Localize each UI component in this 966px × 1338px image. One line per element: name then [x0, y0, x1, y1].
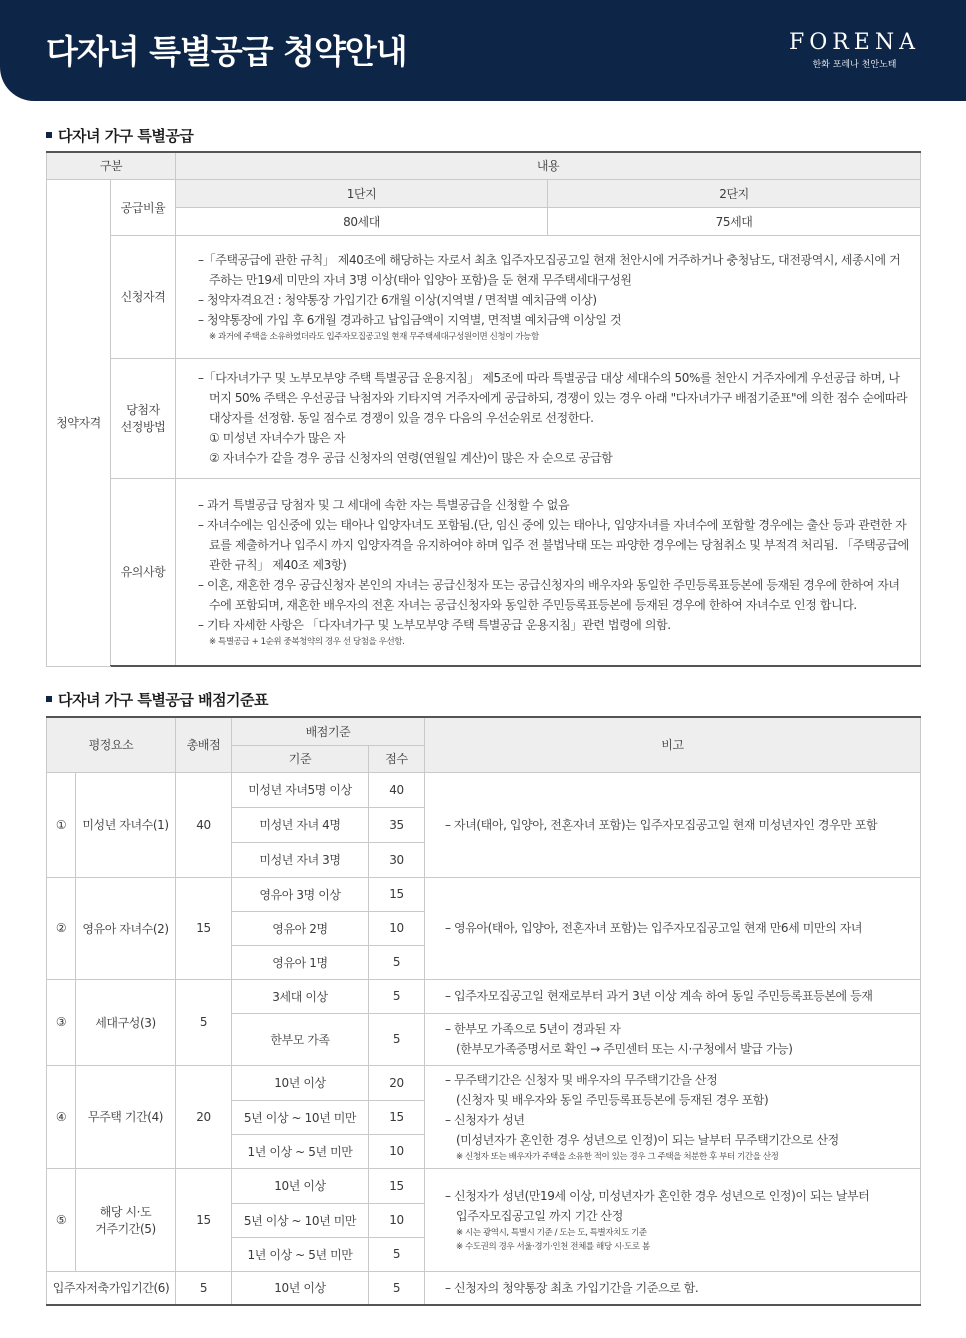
head-criteria: 배점기준	[232, 717, 425, 745]
score-cell: 15	[369, 877, 425, 911]
remark-note: ※ 신청자 또는 배우자가 주택을 소유한 적이 있는 경우 그 주택을 처분한 후 부터 기간을 산정	[456, 1151, 779, 1162]
complex2-value: 75세대	[548, 207, 921, 235]
basis-cell: 1년 이상 ~ 5년 미만	[232, 1237, 369, 1271]
score-cell: 30	[369, 842, 425, 877]
factor-number: ④	[47, 1065, 76, 1168]
selection-line: –「다자녀가구 및 노부모부양 주택 특별공급 운용지침」 제5조에 따라 특별공급 대상 세대수의 50%를 천안시 거주자에게 우선공급 하며, 나머지 50% 주택은 우선공급 낙첨자와 기타지역 거주자에게 공급하되, 경쟁이 있는 경우 아래 "다자녀가구 배점기준표"에 의한 점수 순에따라 대상자를 선정함. 동일 점수로 경쟁이 있을 경우 다음의 우선순위로 선정한다.	[198, 371, 908, 425]
caution-line: – 과거 특별공급 당첨자 및 그 세대에 속한 자는 특별공급을 신청할 수 없음	[198, 497, 570, 512]
factor-total: 15	[176, 1168, 232, 1271]
caution-label: 유의사항	[111, 478, 176, 666]
basis-cell: 5년 이상 ~ 10년 미만	[232, 1203, 369, 1237]
remark-note: ※ 수도권의 경우 서울·경기·인천 전체를 해당 시·도로 봄	[456, 1241, 650, 1252]
score-cell: 20	[369, 1065, 425, 1100]
complex1-header: 1단지	[176, 179, 548, 207]
page-title: 다자녀 특별공급 청약안내	[46, 32, 407, 71]
remark-cell: – 영유아(태아, 입양아, 전혼자녀 포함)는 입주자모집공고일 현재 만6세 미만의 자녀	[425, 877, 921, 979]
factor-label: 미성년 자녀수(1)	[76, 772, 176, 877]
caution-line: – 기타 자세한 사항은 「다자녀가구 및 노부모부양 주택 특별공급 운용지침」관련 법령에 의함.	[198, 617, 671, 632]
score-cell: 15	[369, 1168, 425, 1203]
remark-cell: – 무주택기간은 신청자 및 배우자의 무주택기간을 산정 (신청자 및 배우자와 동일 주민등록표등본에 등재된 경우 포함) – 신청자가 성년 (미성년자가 혼인한 경우 성년으로 인정)이 되는 날부터 무주택기간으로 산정 ※ 신청자 또는 배우자가 주택을 소유한 적이 있는 경우 그 주택을 처분한 후 부터 기간을 산정	[425, 1065, 921, 1168]
head-remark: 비고	[425, 717, 921, 772]
head-total: 총배점	[176, 717, 232, 772]
head-category: 구분	[47, 152, 176, 179]
square-bullet-icon	[46, 696, 52, 702]
eligibility-line: – 청약자격요건 : 청약통장 가입기간 6개월 이상(지역별 / 면적별 예치금액 이상)	[198, 292, 597, 307]
basis-cell: 영유아 1명	[232, 945, 369, 979]
score-cell: 5	[369, 945, 425, 979]
eligibility-label: 신청자격	[111, 235, 176, 358]
complex1-value: 80세대	[176, 207, 548, 235]
factor-number: ③	[47, 979, 76, 1065]
factor-total: 15	[176, 877, 232, 979]
eligibility-content	[176, 235, 921, 358]
factor-label: 세대구성(3)	[76, 979, 176, 1065]
eligibility-line: –「주택공급에 관한 규칙」 제40조에 해당하는 자로서 최초 입주자모집공고일 현재 천안시에 거주하거나 충청남도, 대전광역시, 세종시에 거주하는 만19세 미만의 자녀 3명 이상(태아 입양아 포함)을 둔 현재 무주택세대구성원	[198, 252, 901, 287]
head-factor: 평정요소	[47, 717, 176, 772]
score-cell: 35	[369, 807, 425, 842]
basis-cell: 10년 이상	[232, 1271, 369, 1305]
factor-total: 5	[176, 979, 232, 1065]
eligibility-table	[46, 151, 921, 667]
selection-content	[176, 358, 921, 478]
basis-cell: 한부모 가족	[232, 1013, 369, 1065]
factor-total: 20	[176, 1065, 232, 1168]
caution-line: – 자녀수에는 임신중에 있는 태아나 입양자녀도 포함됨.(단, 임신 중에 있는 태아나, 입양자녀를 자녀수에 포함할 경우에는 출산 등과 관련한 자료를 제출하거나 입주시 까지 입양자격을 유지하여야 하며 입주 전 불법낙태 또는 파양한 경우에는 당첨취소 및 부적격 처리됨. 「주택공급에 관한 규칙」 제40조 제3항)	[198, 517, 909, 572]
score-cell: 5	[369, 979, 425, 1013]
remark-note: ※ 시는 광역시, 특별시 기준 / 도는 도, 특별자치도 기준	[456, 1227, 647, 1238]
basis-cell: 10년 이상	[232, 1168, 369, 1203]
selection-line: ① 미성년 자녀수가 많은 자	[209, 431, 345, 445]
basis-cell: 3세대 이상	[232, 979, 369, 1013]
basis-cell: 미성년 자녀 4명	[232, 807, 369, 842]
score-cell: 5	[369, 1013, 425, 1065]
remark-cell: – 신청자의 청약통장 최초 가입기간을 기준으로 함.	[425, 1271, 921, 1305]
brand-subtitle: 한화 포레나 천안노태	[812, 60, 897, 70]
factor-total: 40	[176, 772, 232, 877]
scoring-table	[46, 716, 921, 1306]
remark-cell: – 자녀(태아, 입양아, 전혼자녀 포함)는 입주자모집공고일 현재 미성년자인 경우만 포함	[425, 772, 921, 877]
basis-cell: 5년 이상 ~ 10년 미만	[232, 1100, 369, 1134]
section2-title: 다자녀 가구 특별공급 배점기준표	[46, 689, 268, 710]
factor-label: 입주자저축가입기간(6)	[47, 1271, 176, 1305]
score-cell: 40	[369, 772, 425, 807]
factor-number: ①	[47, 772, 76, 877]
basis-cell: 10년 이상	[232, 1065, 369, 1100]
eligibility-line: – 청약통장에 가입 후 6개월 경과하고 납입금액이 지역별, 면적별 예치금액 이상일 것	[198, 312, 622, 327]
selection-label: 당첨자 선정방법	[111, 358, 176, 478]
basis-cell: 영유아 2명	[232, 911, 369, 945]
score-cell: 5	[369, 1271, 425, 1305]
remark-cell: – 신청자가 성년(만19세 이상, 미성년자가 혼인한 경우 성년으로 인정)이 되는 날부터 입주자모집공고일 까지 기간 산정 ※ 시는 광역시, 특별시 기준 / 도는 도, 특별자치도 기준 ※ 수도권의 경우 서울·경기·인천 전체를 해당 시·도로 봄	[425, 1168, 921, 1271]
remark-cell: – 한부모 가족으로 5년이 경과된 자 (한부모가족증명서로 확인 → 주민센터 또는 시·구청에서 발급 가능)	[425, 1013, 921, 1065]
brand-name: FORENA	[788, 30, 920, 55]
score-cell: 15	[369, 1100, 425, 1134]
factor-number: ②	[47, 877, 76, 979]
caution-note: ※ 특별공급 + 1순위 중복청약의 경우 선 당첨을 우선함.	[209, 636, 405, 647]
square-bullet-icon	[46, 132, 52, 138]
score-cell: 10	[369, 911, 425, 945]
factor-label: 해당 시·도 거주기간(5)	[76, 1168, 176, 1271]
head-score: 점수	[369, 745, 425, 772]
head-basis: 기준	[232, 745, 369, 772]
supply-label: 공급비율	[111, 179, 176, 235]
forena-logo	[789, 30, 920, 70]
page-header	[0, 0, 966, 101]
score-cell: 5	[369, 1237, 425, 1271]
basis-cell: 1년 이상 ~ 5년 미만	[232, 1134, 369, 1168]
score-cell: 10	[369, 1203, 425, 1237]
head-content: 내용	[176, 152, 921, 179]
basis-cell: 미성년 자녀 3명	[232, 842, 369, 877]
remark-cell: – 입주자모집공고일 현재로부터 과거 3년 이상 계속 하여 동일 주민등록표등본에 등재	[425, 979, 921, 1013]
factor-number: ⑤	[47, 1168, 76, 1271]
selection-line: ② 자녀수가 같을 경우 공급 신청자의 연령(연월일 계산)이 많은 자 순으로 공급함	[209, 451, 613, 465]
section1-title: 다자녀 가구 특별공급	[46, 125, 193, 146]
factor-label: 영유아 자녀수(2)	[76, 877, 176, 979]
complex2-header: 2단지	[548, 179, 921, 207]
factor-total: 5	[176, 1271, 232, 1305]
basis-cell: 미성년 자녀5명 이상	[232, 772, 369, 807]
basis-cell: 영유아 3명 이상	[232, 877, 369, 911]
caution-content	[176, 478, 921, 666]
factor-label: 무주택 기간(4)	[76, 1065, 176, 1168]
eligibility-note: ※ 과거에 주택을 소유하였더라도 입주자모집공고일 현재 무주택세대구성원이면 신청이 가능함	[209, 331, 539, 342]
score-cell: 10	[369, 1134, 425, 1168]
group-label: 청약자격	[47, 179, 111, 666]
caution-line: – 이혼, 재혼한 경우 공급신청자 본인의 자녀는 공급신청자 또는 공급신청자의 배우자와 동일한 주민등록표등본에 등재된 경우에 한하여 자녀수에 포함되며, 재혼한 배우자의 전혼 자녀는 공급신청자와 동일한 주민등록표등본에 등재된 경우에 한하여 자녀수로 인정 합니다.	[198, 577, 900, 612]
